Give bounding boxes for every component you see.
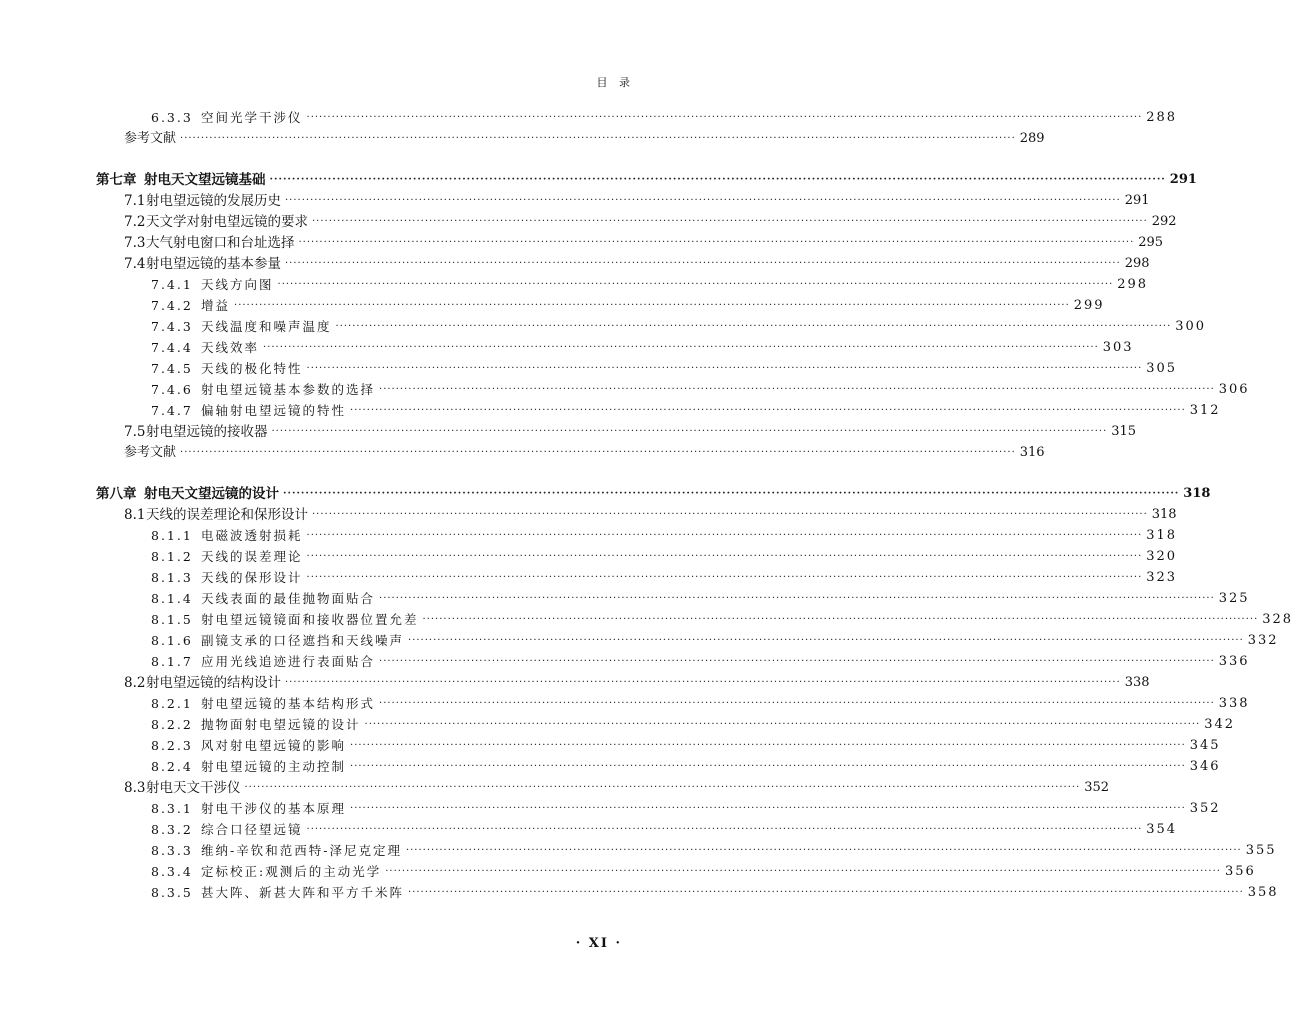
leader-dots: ········································································································································································································ <box>312 216 1148 227</box>
leader-dots: ········································································································································································································ <box>234 300 1070 311</box>
toc-entry <box>151 820 1178 840</box>
running-header: 目 录 <box>596 76 634 89</box>
toc-entry-title: 偏轴射电望远镜的特性 <box>201 403 347 418</box>
toc-entry <box>124 254 1150 274</box>
toc-entry-page: 354 <box>1146 822 1178 837</box>
toc-entry-number: 7.4.2 <box>151 298 193 313</box>
toc-entry-title: 维纳-辛钦和范西特-泽尼克定理 <box>201 843 402 858</box>
toc-entry <box>151 568 1178 588</box>
toc-entry-page: 289 <box>1019 131 1045 146</box>
leader-dots: ········································································································································································································ <box>350 803 1186 814</box>
toc-entry-number: 8.1.6 <box>151 633 193 648</box>
toc-chapter-entry <box>96 484 1211 504</box>
leader-dots: ········································································································································································································ <box>350 740 1186 751</box>
toc-entry-title: 射电望远镜镜面和接收器位置允差 <box>201 612 419 627</box>
leader-dots: ········································································································································································································ <box>408 635 1244 646</box>
toc-entry-number: 8.3.2 <box>151 822 193 837</box>
toc-entry-title: 射电天文干涉仪 <box>146 780 241 796</box>
leader-dots: ········································································································································································································ <box>271 426 1108 437</box>
leader-dots: ········································································································································································································ <box>277 279 1114 290</box>
toc-entry-title: 增益 <box>201 298 231 313</box>
toc-entry-page: 355 <box>1245 843 1277 858</box>
toc-entry-title: 天线的误差理论 <box>201 549 303 564</box>
toc-entry-page: 291 <box>1169 172 1197 187</box>
leader-dots: ········································································································································································································ <box>285 195 1121 206</box>
toc-entry-page: 320 <box>1146 549 1178 564</box>
toc-entry-page: 323 <box>1146 570 1178 585</box>
toc-entry-number: 8.1.7 <box>151 654 193 669</box>
toc-entry-title: 空间光学干涉仪 <box>201 110 303 125</box>
toc-entry-title: 天文学对射电望远镜的要求 <box>146 214 308 230</box>
leader-dots: ········································································································································································································ <box>306 112 1143 123</box>
toc-entry <box>151 652 1250 672</box>
toc-entry-title: 射电望远镜的主动控制 <box>201 759 347 774</box>
leader-dots: ········································································································································································································ <box>312 509 1148 520</box>
toc-entry <box>151 694 1250 714</box>
leader-dots: ········································································································································································································ <box>283 488 1180 499</box>
toc-entry-page: 316 <box>1019 445 1045 460</box>
toc-entry-number: 7.2 <box>124 214 146 230</box>
toc-entry-title: 射电干涉仪的基本原理 <box>201 801 347 816</box>
toc-entry-number: 7.4.5 <box>151 361 193 376</box>
toc-entry <box>151 380 1250 400</box>
toc-entry <box>151 799 1221 819</box>
toc-entry-title: 射电望远镜的结构设计 <box>146 675 281 691</box>
leader-dots: ········································································································································································································ <box>180 133 1016 144</box>
toc-entry-page: 345 <box>1189 738 1221 753</box>
toc-entry-title: 天线方向图 <box>201 277 274 292</box>
toc-entry-title: 天线温度和噪声温度 <box>201 319 332 334</box>
toc-entry-number: 第七章 <box>96 172 137 188</box>
leader-dots: ········································································································································································································ <box>285 677 1121 688</box>
toc-entry <box>151 338 1134 358</box>
leader-dots: ········································································································································································································ <box>180 447 1016 458</box>
leader-dots: ········································································································································································································ <box>306 551 1143 562</box>
toc-entry-number: 8.2 <box>124 675 146 691</box>
toc-entry-page: 298 <box>1124 256 1150 271</box>
toc-entry-page: 336 <box>1218 654 1250 669</box>
leader-dots: ········································································································································································································ <box>379 384 1215 395</box>
toc-entry-number: 8.1.3 <box>151 570 193 585</box>
toc-entry-number: 7.1 <box>124 193 146 209</box>
toc-entry-page: 292 <box>1151 214 1177 229</box>
page-number-footer: · XI · <box>575 936 622 951</box>
toc-entry-number: 8.2.2 <box>151 717 193 732</box>
toc-entry <box>151 296 1105 316</box>
toc-entry-page: 318 <box>1146 528 1178 543</box>
toc-entry-number: 8.2.1 <box>151 696 193 711</box>
toc-entry-number: 7.4.7 <box>151 403 193 418</box>
toc-entry-number: 7.4.4 <box>151 340 193 355</box>
toc-entry <box>151 715 1236 735</box>
leader-dots: ········································································································································································································ <box>285 258 1121 269</box>
toc-entry-page: 325 <box>1218 591 1250 606</box>
toc-entry-page: 303 <box>1102 340 1134 355</box>
toc-entry <box>151 547 1178 567</box>
toc-entry-title: 天线表面的最佳抛物面贴合 <box>201 591 376 606</box>
toc-entry-title: 定标校正:观测后的主动光学 <box>201 864 382 879</box>
leader-dots: ········································································································································································································ <box>350 761 1186 772</box>
leader-dots: ········································································································································································································ <box>269 174 1166 185</box>
toc-entry <box>151 841 1277 861</box>
leader-dots: ········································································································································································································ <box>306 530 1143 541</box>
toc-entry-title: 综合口径望远镜 <box>201 822 303 837</box>
toc-chapter-entry <box>96 170 1197 190</box>
toc-entry-title: 射电望远镜的基本结构形式 <box>201 696 376 711</box>
toc-entry-title: 射电望远镜基本参数的选择 <box>201 382 376 397</box>
toc-entry-number: 8.3.1 <box>151 801 193 816</box>
toc-entry <box>151 862 1256 882</box>
toc-entry <box>151 631 1279 651</box>
toc-entry <box>151 883 1279 903</box>
toc-entry-number: 7.4 <box>124 256 146 272</box>
toc-entry-page: 332 <box>1247 633 1279 648</box>
toc-entry-page: 318 <box>1183 486 1211 501</box>
toc-entry-page: 356 <box>1224 864 1256 879</box>
toc-entry-page: 299 <box>1073 298 1105 313</box>
leader-dots: ········································································································································································································ <box>422 614 1259 625</box>
leader-dots: ········································································································································································································ <box>244 782 1081 793</box>
toc-entry <box>151 610 1293 630</box>
toc-entry-page: 288 <box>1146 110 1178 125</box>
leader-dots: ········································································································································································································ <box>306 824 1143 835</box>
toc-entry <box>151 526 1178 546</box>
toc-entry-number: 8.2.3 <box>151 738 193 753</box>
toc-entry-number: 8.1 <box>124 507 146 523</box>
toc-entry <box>124 212 1177 232</box>
toc-entry <box>124 673 1150 693</box>
toc-entry-title: 甚大阵、新甚大阵和平方千米阵 <box>201 885 405 900</box>
toc-entry-page: 346 <box>1189 759 1221 774</box>
toc-entry-page: 315 <box>1111 424 1137 439</box>
toc-entry-title: 射电望远镜的基本参量 <box>146 256 281 272</box>
leader-dots: ········································································································································································································ <box>405 845 1242 856</box>
toc-entry-number: 8.1.2 <box>151 549 193 564</box>
toc-entry-number: 7.4.3 <box>151 319 193 334</box>
toc-entry-number: 7.4.1 <box>151 277 193 292</box>
toc-entry <box>151 359 1178 379</box>
toc-entry-number: 6.3.3 <box>151 110 193 125</box>
toc-entry-title: 天线效率 <box>201 340 260 355</box>
toc-entry-title: 参考文献 <box>124 131 177 146</box>
toc-entry-page: 298 <box>1117 277 1149 292</box>
toc-entry <box>151 317 1207 337</box>
toc-entry-title: 天线的保形设计 <box>201 570 303 585</box>
toc-entry <box>124 129 1045 149</box>
toc-entry <box>124 422 1137 442</box>
toc-entry-number: 8.1.1 <box>151 528 193 543</box>
toc-entry-page: 295 <box>1138 235 1164 250</box>
toc-entry-number: 8.3.5 <box>151 885 193 900</box>
leader-dots: ········································································································································································································ <box>379 656 1215 667</box>
toc-entry-page: 312 <box>1189 403 1221 418</box>
leader-dots: ········································································································································································································ <box>379 593 1215 604</box>
leader-dots: ········································································································································································································ <box>298 237 1135 248</box>
toc-entry-page: 338 <box>1124 675 1150 690</box>
toc-entry-title: 抛物面射电望远镜的设计 <box>201 717 361 732</box>
toc-entry-page: 328 <box>1262 612 1293 627</box>
toc-entry-page: 318 <box>1151 507 1177 522</box>
toc-entry-number: 8.1.5 <box>151 612 193 627</box>
leader-dots: ········································································································································································································ <box>263 342 1099 353</box>
toc-entry-title: 参考文献 <box>124 445 177 460</box>
toc-entry-page: 352 <box>1189 801 1221 816</box>
toc-entry-title: 风对射电望远镜的影响 <box>201 738 347 753</box>
toc-entry-page: 352 <box>1084 780 1110 795</box>
toc-entry-number: 8.3 <box>124 780 146 796</box>
toc-entry-title: 副镜支承的口径遮挡和天线噪声 <box>201 633 405 648</box>
toc-entry-number: 7.4.6 <box>151 382 193 397</box>
toc-entry-number: 第八章 <box>96 486 137 502</box>
toc-entry-title: 大气射电窗口和台址选择 <box>146 235 295 251</box>
leader-dots: ········································································································································································································ <box>350 405 1186 416</box>
toc-entry-page: 305 <box>1146 361 1178 376</box>
leader-dots: ········································································································································································································ <box>379 698 1215 709</box>
toc-entry-page: 300 <box>1175 319 1207 334</box>
leader-dots: ········································································································································································································ <box>306 572 1143 583</box>
toc-entry <box>151 275 1149 295</box>
toc-entry <box>124 233 1164 253</box>
toc-entry <box>151 736 1221 756</box>
toc-entry <box>124 191 1150 211</box>
toc-entry <box>124 778 1110 798</box>
toc-entry <box>151 401 1221 421</box>
toc-entry-number: 7.5 <box>124 424 146 440</box>
leader-dots: ········································································································································································································ <box>385 866 1221 877</box>
toc-entry-number: 8.2.4 <box>151 759 193 774</box>
toc-entry <box>151 757 1221 777</box>
toc-entry-title: 天线的极化特性 <box>201 361 303 376</box>
leader-dots: ········································································································································································································ <box>335 321 1172 332</box>
toc-entry-title: 射电望远镜的发展历史 <box>146 193 281 209</box>
toc-entry <box>151 108 1178 128</box>
toc-entry-title: 射电望远镜的接收器 <box>146 424 268 440</box>
toc-entry-page: 291 <box>1124 193 1150 208</box>
toc-entry-title: 射电天文望远镜基础 <box>144 172 266 188</box>
toc-entry-number: 8.3.4 <box>151 864 193 879</box>
toc-entry-title: 天线的误差理论和保形设计 <box>146 507 308 523</box>
toc-entry-title: 电磁波透射损耗 <box>201 528 303 543</box>
toc-entry-number: 8.3.3 <box>151 843 193 858</box>
leader-dots: ········································································································································································································ <box>306 363 1143 374</box>
toc-entry-page: 338 <box>1218 696 1250 711</box>
toc-entry <box>124 505 1177 525</box>
toc-entry-title: 射电天文望远镜的设计 <box>144 486 279 502</box>
toc-entry <box>151 589 1250 609</box>
toc-entry-page: 306 <box>1218 382 1250 397</box>
leader-dots: ········································································································································································································ <box>364 719 1201 730</box>
toc-entry-page: 342 <box>1204 717 1236 732</box>
toc-entry-number: 7.3 <box>124 235 146 251</box>
toc-entry-page: 358 <box>1247 885 1279 900</box>
toc-entry-number: 8.1.4 <box>151 591 193 606</box>
toc-entry-title: 应用光线追迹进行表面贴合 <box>201 654 376 669</box>
toc-entry <box>124 443 1045 463</box>
leader-dots: ········································································································································································································ <box>408 887 1244 898</box>
